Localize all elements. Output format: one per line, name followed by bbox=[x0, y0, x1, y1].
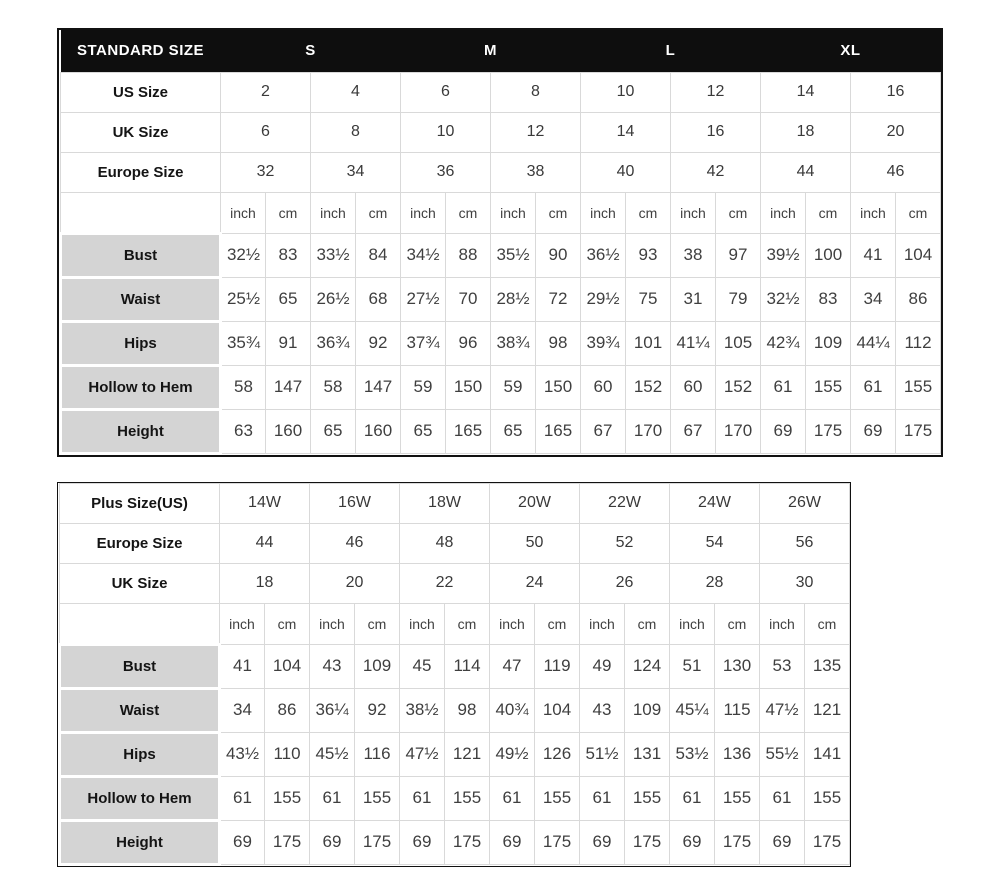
size-value-cell: 22 bbox=[400, 563, 490, 603]
size-value-cell: 44 bbox=[220, 523, 310, 563]
size-group-header: XL bbox=[761, 30, 941, 72]
measurement-value-cell: 39½ bbox=[761, 233, 806, 277]
size-value-cell: 14 bbox=[761, 72, 851, 112]
measurement-label: Bust bbox=[61, 233, 221, 277]
unit-label: cm bbox=[716, 192, 761, 233]
measurement-value-cell: 59 bbox=[491, 365, 536, 409]
measurement-value-cell: 155 bbox=[896, 365, 941, 409]
measurement-value-cell: 60 bbox=[671, 365, 716, 409]
measurement-value-cell: 45¼ bbox=[670, 688, 715, 732]
measurement-value-cell: 97 bbox=[716, 233, 761, 277]
unit-label: inch bbox=[670, 603, 715, 644]
size-value-cell: 26W bbox=[760, 483, 850, 523]
table-header-row bbox=[61, 30, 941, 72]
standard-size-table-container bbox=[57, 28, 943, 457]
size-value-cell: 56 bbox=[760, 523, 850, 563]
plus-size-table bbox=[58, 483, 850, 866]
measurement-value-cell: 98 bbox=[536, 321, 581, 365]
measurement-value-cell: 60 bbox=[581, 365, 626, 409]
size-value-cell: 6 bbox=[221, 112, 311, 152]
measurement-value-cell: 59 bbox=[401, 365, 446, 409]
measurement-value-cell: 32½ bbox=[221, 233, 266, 277]
measurement-value-cell: 55½ bbox=[760, 732, 805, 776]
size-conversion-row bbox=[61, 152, 941, 192]
size-value-cell: 16 bbox=[671, 112, 761, 152]
measurement-value-cell: 170 bbox=[716, 409, 761, 453]
measurement-value-cell: 160 bbox=[266, 409, 311, 453]
measurement-label: Height bbox=[61, 409, 221, 453]
size-row-label: Europe Size bbox=[60, 523, 220, 563]
measurement-value-cell: 61 bbox=[400, 776, 445, 820]
measurement-value-cell: 61 bbox=[760, 776, 805, 820]
size-value-cell: 12 bbox=[491, 112, 581, 152]
measurement-value-cell: 65 bbox=[401, 409, 446, 453]
measurement-label: Waist bbox=[61, 277, 221, 321]
size-value-cell: 34 bbox=[311, 152, 401, 192]
measurement-value-cell: 58 bbox=[311, 365, 356, 409]
unit-label: cm bbox=[626, 192, 671, 233]
measurement-value-cell: 33½ bbox=[311, 233, 356, 277]
measurement-value-cell: 36¾ bbox=[311, 321, 356, 365]
unit-label: cm bbox=[806, 192, 851, 233]
unit-label: inch bbox=[851, 192, 896, 233]
measurement-value-cell: 35½ bbox=[491, 233, 536, 277]
measurement-value-cell: 105 bbox=[716, 321, 761, 365]
measurement-value-cell: 175 bbox=[445, 820, 490, 864]
size-value-cell: 36 bbox=[401, 152, 491, 192]
measurement-value-cell: 58 bbox=[221, 365, 266, 409]
measurement-value-cell: 121 bbox=[445, 732, 490, 776]
plus-size-table-container bbox=[57, 482, 851, 867]
measurement-value-cell: 51 bbox=[670, 644, 715, 688]
measurement-value-cell: 51½ bbox=[580, 732, 625, 776]
measurement-value-cell: 47½ bbox=[400, 732, 445, 776]
measurement-value-cell: 155 bbox=[806, 365, 851, 409]
measurement-value-cell: 45½ bbox=[310, 732, 355, 776]
measurement-value-cell: 109 bbox=[806, 321, 851, 365]
measurement-value-cell: 37¾ bbox=[401, 321, 446, 365]
unit-label: cm bbox=[266, 192, 311, 233]
measurement-value-cell: 61 bbox=[761, 365, 806, 409]
measurement-value-cell: 124 bbox=[625, 644, 670, 688]
measurement-value-cell: 47 bbox=[490, 644, 535, 688]
measurement-row bbox=[61, 365, 941, 409]
measurement-value-cell: 109 bbox=[355, 644, 400, 688]
measurement-value-cell: 155 bbox=[715, 776, 760, 820]
measurement-value-cell: 126 bbox=[535, 732, 580, 776]
measurement-value-cell: 67 bbox=[671, 409, 716, 453]
measurement-value-cell: 86 bbox=[896, 277, 941, 321]
size-value-cell: 50 bbox=[490, 523, 580, 563]
measurement-value-cell: 49½ bbox=[490, 732, 535, 776]
unit-label: cm bbox=[896, 192, 941, 233]
measurement-value-cell: 150 bbox=[446, 365, 491, 409]
measurement-value-cell: 115 bbox=[715, 688, 760, 732]
unit-row bbox=[60, 603, 850, 644]
size-value-cell: 24W bbox=[670, 483, 760, 523]
size-value-cell: 54 bbox=[670, 523, 760, 563]
measurement-value-cell: 43 bbox=[310, 644, 355, 688]
size-conversion-row bbox=[61, 112, 941, 152]
measurement-value-cell: 69 bbox=[490, 820, 535, 864]
size-conversion-row bbox=[60, 563, 850, 603]
measurement-value-cell: 83 bbox=[806, 277, 851, 321]
measurement-value-cell: 141 bbox=[805, 732, 850, 776]
measurement-value-cell: 147 bbox=[356, 365, 401, 409]
size-row-label: UK Size bbox=[60, 563, 220, 603]
measurement-row bbox=[61, 321, 941, 365]
measurement-label: Hollow to Hem bbox=[61, 365, 221, 409]
unit-row bbox=[61, 192, 941, 233]
measurement-value-cell: 114 bbox=[445, 644, 490, 688]
measurement-value-cell: 104 bbox=[896, 233, 941, 277]
measurement-value-cell: 47½ bbox=[760, 688, 805, 732]
measurement-value-cell: 98 bbox=[445, 688, 490, 732]
measurement-value-cell: 45 bbox=[400, 644, 445, 688]
size-conversion-row bbox=[60, 483, 850, 523]
size-conversion-row bbox=[60, 523, 850, 563]
measurement-value-cell: 165 bbox=[536, 409, 581, 453]
measurement-value-cell: 155 bbox=[625, 776, 670, 820]
size-value-cell: 30 bbox=[760, 563, 850, 603]
size-group-header: L bbox=[581, 30, 761, 72]
unit-label: inch bbox=[491, 192, 536, 233]
size-row-label: US Size bbox=[61, 72, 221, 112]
measurement-value-cell: 41 bbox=[851, 233, 896, 277]
measurement-value-cell: 92 bbox=[355, 688, 400, 732]
size-value-cell: 18 bbox=[761, 112, 851, 152]
measurement-value-cell: 175 bbox=[625, 820, 670, 864]
measurement-value-cell: 152 bbox=[716, 365, 761, 409]
measurement-value-cell: 38½ bbox=[400, 688, 445, 732]
size-value-cell: 18 bbox=[220, 563, 310, 603]
measurement-value-cell: 43 bbox=[580, 688, 625, 732]
measurement-value-cell: 34 bbox=[851, 277, 896, 321]
measurement-value-cell: 170 bbox=[626, 409, 671, 453]
measurement-row bbox=[61, 409, 941, 453]
size-value-cell: 48 bbox=[400, 523, 490, 563]
size-value-cell: 52 bbox=[580, 523, 670, 563]
size-value-cell: 46 bbox=[310, 523, 400, 563]
measurement-row bbox=[60, 776, 850, 820]
measurement-value-cell: 155 bbox=[805, 776, 850, 820]
measurement-value-cell: 155 bbox=[535, 776, 580, 820]
measurement-value-cell: 29½ bbox=[581, 277, 626, 321]
size-value-cell: 32 bbox=[221, 152, 311, 192]
size-value-cell: 10 bbox=[581, 72, 671, 112]
measurement-value-cell: 165 bbox=[446, 409, 491, 453]
measurement-value-cell: 175 bbox=[896, 409, 941, 453]
measurement-value-cell: 61 bbox=[670, 776, 715, 820]
measurement-value-cell: 40¾ bbox=[490, 688, 535, 732]
size-value-cell: 6 bbox=[401, 72, 491, 112]
size-value-cell: 28 bbox=[670, 563, 760, 603]
size-conversion-row bbox=[61, 72, 941, 112]
measurement-value-cell: 43½ bbox=[220, 732, 265, 776]
measurement-value-cell: 69 bbox=[220, 820, 265, 864]
measurement-value-cell: 69 bbox=[310, 820, 355, 864]
measurement-value-cell: 53½ bbox=[670, 732, 715, 776]
measurement-value-cell: 136 bbox=[715, 732, 760, 776]
measurement-value-cell: 53 bbox=[760, 644, 805, 688]
unit-label: cm bbox=[625, 603, 670, 644]
size-value-cell: 10 bbox=[401, 112, 491, 152]
measurement-value-cell: 90 bbox=[536, 233, 581, 277]
measurement-value-cell: 93 bbox=[626, 233, 671, 277]
unit-label: inch bbox=[310, 603, 355, 644]
measurement-value-cell: 160 bbox=[356, 409, 401, 453]
measurement-value-cell: 175 bbox=[265, 820, 310, 864]
unit-label: inch bbox=[221, 192, 266, 233]
measurement-value-cell: 155 bbox=[355, 776, 400, 820]
size-value-cell: 8 bbox=[311, 112, 401, 152]
size-value-cell: 20 bbox=[310, 563, 400, 603]
measurement-value-cell: 31 bbox=[671, 277, 716, 321]
measurement-value-cell: 44¼ bbox=[851, 321, 896, 365]
measurement-value-cell: 131 bbox=[625, 732, 670, 776]
size-row-label: UK Size bbox=[61, 112, 221, 152]
size-value-cell: 26 bbox=[580, 563, 670, 603]
unit-label: inch bbox=[671, 192, 716, 233]
measurement-value-cell: 68 bbox=[356, 277, 401, 321]
measurement-value-cell: 112 bbox=[896, 321, 941, 365]
measurement-value-cell: 96 bbox=[446, 321, 491, 365]
unit-label: cm bbox=[445, 603, 490, 644]
measurement-value-cell: 147 bbox=[266, 365, 311, 409]
measurement-value-cell: 88 bbox=[446, 233, 491, 277]
size-value-cell: 20 bbox=[851, 112, 941, 152]
size-group-header: S bbox=[221, 30, 401, 72]
measurement-value-cell: 38 bbox=[671, 233, 716, 277]
size-value-cell: 22W bbox=[580, 483, 670, 523]
unit-label: cm bbox=[536, 192, 581, 233]
measurement-value-cell: 135 bbox=[805, 644, 850, 688]
measurement-value-cell: 92 bbox=[356, 321, 401, 365]
measurement-value-cell: 175 bbox=[355, 820, 400, 864]
measurement-value-cell: 65 bbox=[266, 277, 311, 321]
empty-corner-cell bbox=[61, 192, 221, 233]
size-value-cell: 24 bbox=[490, 563, 580, 603]
measurement-row bbox=[60, 644, 850, 688]
measurement-label: Height bbox=[60, 820, 220, 864]
measurement-label: Hips bbox=[61, 321, 221, 365]
measurement-value-cell: 34 bbox=[220, 688, 265, 732]
measurement-value-cell: 83 bbox=[266, 233, 311, 277]
measurement-value-cell: 41 bbox=[220, 644, 265, 688]
measurement-label: Bust bbox=[60, 644, 220, 688]
measurement-value-cell: 121 bbox=[805, 688, 850, 732]
measurement-value-cell: 119 bbox=[535, 644, 580, 688]
measurement-value-cell: 110 bbox=[265, 732, 310, 776]
measurement-value-cell: 61 bbox=[490, 776, 535, 820]
size-value-cell: 2 bbox=[221, 72, 311, 112]
size-value-cell: 40 bbox=[581, 152, 671, 192]
measurement-value-cell: 69 bbox=[851, 409, 896, 453]
measurement-label: Hollow to Hem bbox=[60, 776, 220, 820]
measurement-value-cell: 69 bbox=[760, 820, 805, 864]
measurement-value-cell: 75 bbox=[626, 277, 671, 321]
unit-label: cm bbox=[805, 603, 850, 644]
measurement-value-cell: 61 bbox=[310, 776, 355, 820]
measurement-row bbox=[60, 732, 850, 776]
measurement-value-cell: 61 bbox=[220, 776, 265, 820]
size-value-cell: 46 bbox=[851, 152, 941, 192]
measurement-value-cell: 41¼ bbox=[671, 321, 716, 365]
unit-label: inch bbox=[400, 603, 445, 644]
measurement-row bbox=[61, 233, 941, 277]
size-value-cell: 16W bbox=[310, 483, 400, 523]
measurement-value-cell: 38¾ bbox=[491, 321, 536, 365]
size-value-cell: 14W bbox=[220, 483, 310, 523]
size-group-header: M bbox=[401, 30, 581, 72]
measurement-value-cell: 104 bbox=[535, 688, 580, 732]
measurement-value-cell: 175 bbox=[715, 820, 760, 864]
unit-label: cm bbox=[446, 192, 491, 233]
unit-label: inch bbox=[311, 192, 356, 233]
unit-label: inch bbox=[220, 603, 265, 644]
measurement-value-cell: 67 bbox=[581, 409, 626, 453]
measurement-value-cell: 101 bbox=[626, 321, 671, 365]
size-value-cell: 42 bbox=[671, 152, 761, 192]
unit-label: inch bbox=[760, 603, 805, 644]
measurement-value-cell: 104 bbox=[265, 644, 310, 688]
measurement-value-cell: 61 bbox=[580, 776, 625, 820]
measurement-value-cell: 86 bbox=[265, 688, 310, 732]
measurement-value-cell: 116 bbox=[355, 732, 400, 776]
measurement-value-cell: 65 bbox=[491, 409, 536, 453]
measurement-value-cell: 175 bbox=[805, 820, 850, 864]
size-value-cell: 12 bbox=[671, 72, 761, 112]
measurement-value-cell: 36½ bbox=[581, 233, 626, 277]
measurement-label: Hips bbox=[60, 732, 220, 776]
size-value-cell: 18W bbox=[400, 483, 490, 523]
unit-label: cm bbox=[355, 603, 400, 644]
measurement-row bbox=[60, 688, 850, 732]
measurement-value-cell: 34½ bbox=[401, 233, 446, 277]
measurement-value-cell: 36¼ bbox=[310, 688, 355, 732]
measurement-value-cell: 109 bbox=[625, 688, 670, 732]
size-value-cell: 44 bbox=[761, 152, 851, 192]
measurement-value-cell: 155 bbox=[265, 776, 310, 820]
measurement-value-cell: 42¾ bbox=[761, 321, 806, 365]
size-value-cell: 14 bbox=[581, 112, 671, 152]
unit-label: inch bbox=[580, 603, 625, 644]
measurement-value-cell: 130 bbox=[715, 644, 760, 688]
measurement-value-cell: 91 bbox=[266, 321, 311, 365]
standard-size-table bbox=[59, 30, 941, 455]
measurement-value-cell: 27½ bbox=[401, 277, 446, 321]
measurement-value-cell: 175 bbox=[535, 820, 580, 864]
measurement-value-cell: 175 bbox=[806, 409, 851, 453]
size-row-label: Plus Size(US) bbox=[60, 483, 220, 523]
unit-label: cm bbox=[356, 192, 401, 233]
measurement-value-cell: 49 bbox=[580, 644, 625, 688]
measurement-value-cell: 28½ bbox=[491, 277, 536, 321]
unit-label: cm bbox=[265, 603, 310, 644]
measurement-value-cell: 69 bbox=[400, 820, 445, 864]
measurement-value-cell: 39¾ bbox=[581, 321, 626, 365]
measurement-value-cell: 32½ bbox=[761, 277, 806, 321]
unit-label: inch bbox=[581, 192, 626, 233]
measurement-value-cell: 69 bbox=[761, 409, 806, 453]
unit-label: inch bbox=[761, 192, 806, 233]
measurement-value-cell: 84 bbox=[356, 233, 401, 277]
size-value-cell: 16 bbox=[851, 72, 941, 112]
size-value-cell: 8 bbox=[491, 72, 581, 112]
measurement-value-cell: 69 bbox=[670, 820, 715, 864]
unit-label: cm bbox=[535, 603, 580, 644]
measurement-value-cell: 79 bbox=[716, 277, 761, 321]
measurement-value-cell: 61 bbox=[851, 365, 896, 409]
measurement-value-cell: 152 bbox=[626, 365, 671, 409]
empty-corner-cell bbox=[60, 603, 220, 644]
measurement-value-cell: 70 bbox=[446, 277, 491, 321]
measurement-value-cell: 26½ bbox=[311, 277, 356, 321]
measurement-value-cell: 25½ bbox=[221, 277, 266, 321]
table-header-label: STANDARD SIZE bbox=[61, 30, 221, 72]
size-value-cell: 38 bbox=[491, 152, 581, 192]
measurement-row bbox=[60, 820, 850, 864]
unit-label: inch bbox=[490, 603, 535, 644]
measurement-value-cell: 63 bbox=[221, 409, 266, 453]
measurement-value-cell: 35¾ bbox=[221, 321, 266, 365]
measurement-value-cell: 72 bbox=[536, 277, 581, 321]
measurement-value-cell: 69 bbox=[580, 820, 625, 864]
measurement-value-cell: 100 bbox=[806, 233, 851, 277]
measurement-value-cell: 155 bbox=[445, 776, 490, 820]
measurement-row bbox=[61, 277, 941, 321]
size-value-cell: 4 bbox=[311, 72, 401, 112]
size-row-label: Europe Size bbox=[61, 152, 221, 192]
measurement-label: Waist bbox=[60, 688, 220, 732]
measurement-value-cell: 65 bbox=[311, 409, 356, 453]
size-value-cell: 20W bbox=[490, 483, 580, 523]
unit-label: inch bbox=[401, 192, 446, 233]
unit-label: cm bbox=[715, 603, 760, 644]
measurement-value-cell: 150 bbox=[536, 365, 581, 409]
